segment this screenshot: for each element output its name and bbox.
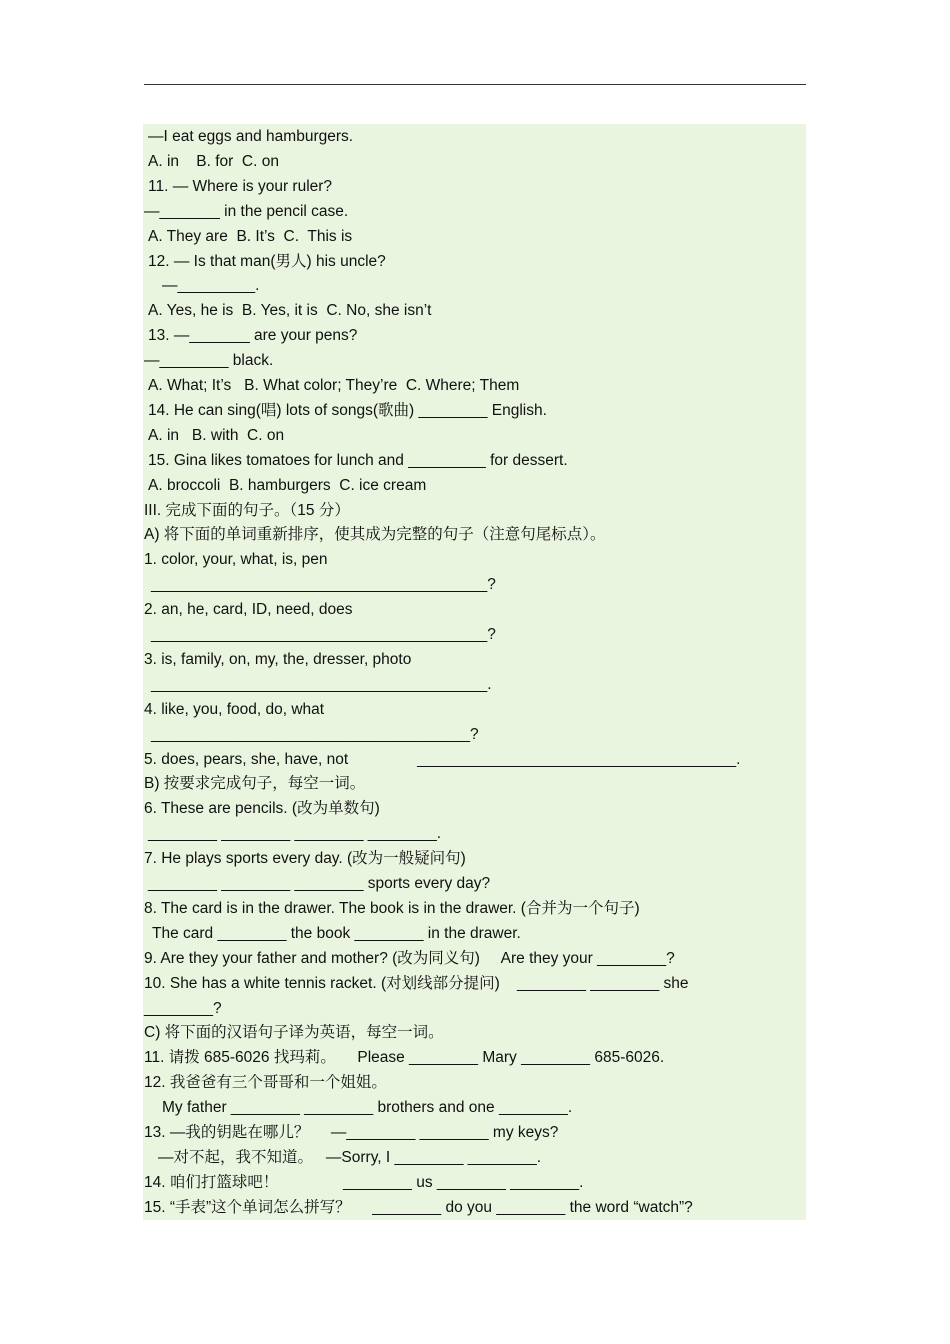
- worksheet-line: A) 将下面的单词重新排序，使其成为完整的句子（注意句尾标点）。: [144, 526, 606, 544]
- worksheet-line: 15. Gina likes tomatoes for lunch and _________ for dessert.: [148, 451, 568, 469]
- worksheet-line: 15. “手表”这个单词怎么拼写？ ________ do you ________ the word “watch”?: [144, 1198, 693, 1216]
- worksheet-line: B) 按要求完成句子，每空一词。: [144, 775, 366, 793]
- worksheet-line: _______________________________________?: [151, 576, 496, 594]
- worksheet-line: 7. He plays sports every day. (改为一般疑问句): [144, 850, 466, 868]
- worksheet-line: III. 完成下面的句子。（15 分）: [144, 501, 350, 519]
- worksheet-line: 14. 咱们打篮球吧！ ________ us ________ ________.: [144, 1173, 584, 1191]
- worksheet-line: —________ black.: [144, 352, 274, 370]
- worksheet-line: 9. Are they your father and mother? (改为同义句) Are they your ________?: [144, 949, 675, 967]
- worksheet-line: ________?: [144, 999, 222, 1017]
- worksheet-line: 10. She has a white tennis racket. (对划线部分提问) ________ ________ she: [144, 974, 689, 992]
- worksheet-line: ________ ________ ________ sports every day?: [148, 875, 491, 892]
- worksheet-line: —_______ in the pencil case.: [144, 202, 349, 220]
- worksheet-line: A. Yes, he is B. Yes, it is C. No, she isn’t: [148, 302, 432, 320]
- header-rule: [144, 84, 806, 85]
- worksheet-line: 13. —_______ are your pens?: [148, 327, 358, 345]
- worksheet-line: 13. —我的钥匙在哪儿？ —________ ________ my keys?: [144, 1124, 559, 1141]
- worksheet-line: A. in B. with C. on: [148, 426, 285, 444]
- worksheet-content: [143, 124, 806, 1220]
- worksheet-line: The card ________ the book ________ in the drawer.: [152, 924, 521, 942]
- worksheet-line: A. What; It’s B. What color; They’re C. Where; Them: [148, 377, 520, 394]
- worksheet-line: —对不起，我不知道。 —Sorry, I ________ ________.: [158, 1148, 542, 1166]
- worksheet-line: A. in B. for C. on: [148, 152, 279, 170]
- worksheet-line: 11. 请拨 685-6026 找玛莉。 Please ________ Mary ________ 685-6026.: [144, 1049, 665, 1067]
- worksheet-line: 8. The card is in the drawer. The book is in the drawer. (合并为一个句子): [144, 899, 640, 917]
- worksheet-line: _______________________________________.: [151, 675, 492, 693]
- worksheet-line: A. They are B. It’s C. This is: [148, 227, 353, 245]
- worksheet-line: —_________.: [162, 277, 260, 295]
- worksheet-line: My father ________ ________ brothers and one ________.: [162, 1099, 573, 1117]
- worksheet-line: 14. He can sing(唱) lots of songs(歌曲) ________ English.: [148, 401, 547, 419]
- worksheet-line: 1. color, your, what, is, pen: [144, 551, 328, 569]
- worksheet-line: 11. — Where is your ruler?: [148, 177, 333, 195]
- worksheet-line: _______________________________________?: [151, 626, 496, 643]
- worksheet-line: 2. an, he, card, ID, need, does: [144, 601, 353, 619]
- worksheet-line: —I eat eggs and hamburgers.: [148, 128, 354, 145]
- worksheet-line: 12. — Is that man(男人) his uncle?: [148, 252, 386, 270]
- worksheet-line: 12. 我爸爸有三个哥哥和一个姐姐。: [144, 1074, 387, 1092]
- worksheet-line: 4. like, you, food, do, what: [144, 700, 325, 718]
- worksheet-line: 5. does, pears, she, have, not _____________________________________.: [144, 750, 741, 768]
- worksheet-line: ________ ________ ________ ________.: [148, 825, 442, 843]
- worksheet-line: _____________________________________?: [151, 725, 479, 743]
- worksheet-line: C) 将下面的汉语句子译为英语，每空一词。: [144, 1024, 444, 1042]
- worksheet-line: 3. is, family, on, my, the, dresser, photo: [144, 650, 412, 668]
- worksheet-line: 6. These are pencils. (改为单数句): [144, 800, 380, 818]
- worksheet-line: A. broccoli B. hamburgers C. ice cream: [148, 476, 427, 494]
